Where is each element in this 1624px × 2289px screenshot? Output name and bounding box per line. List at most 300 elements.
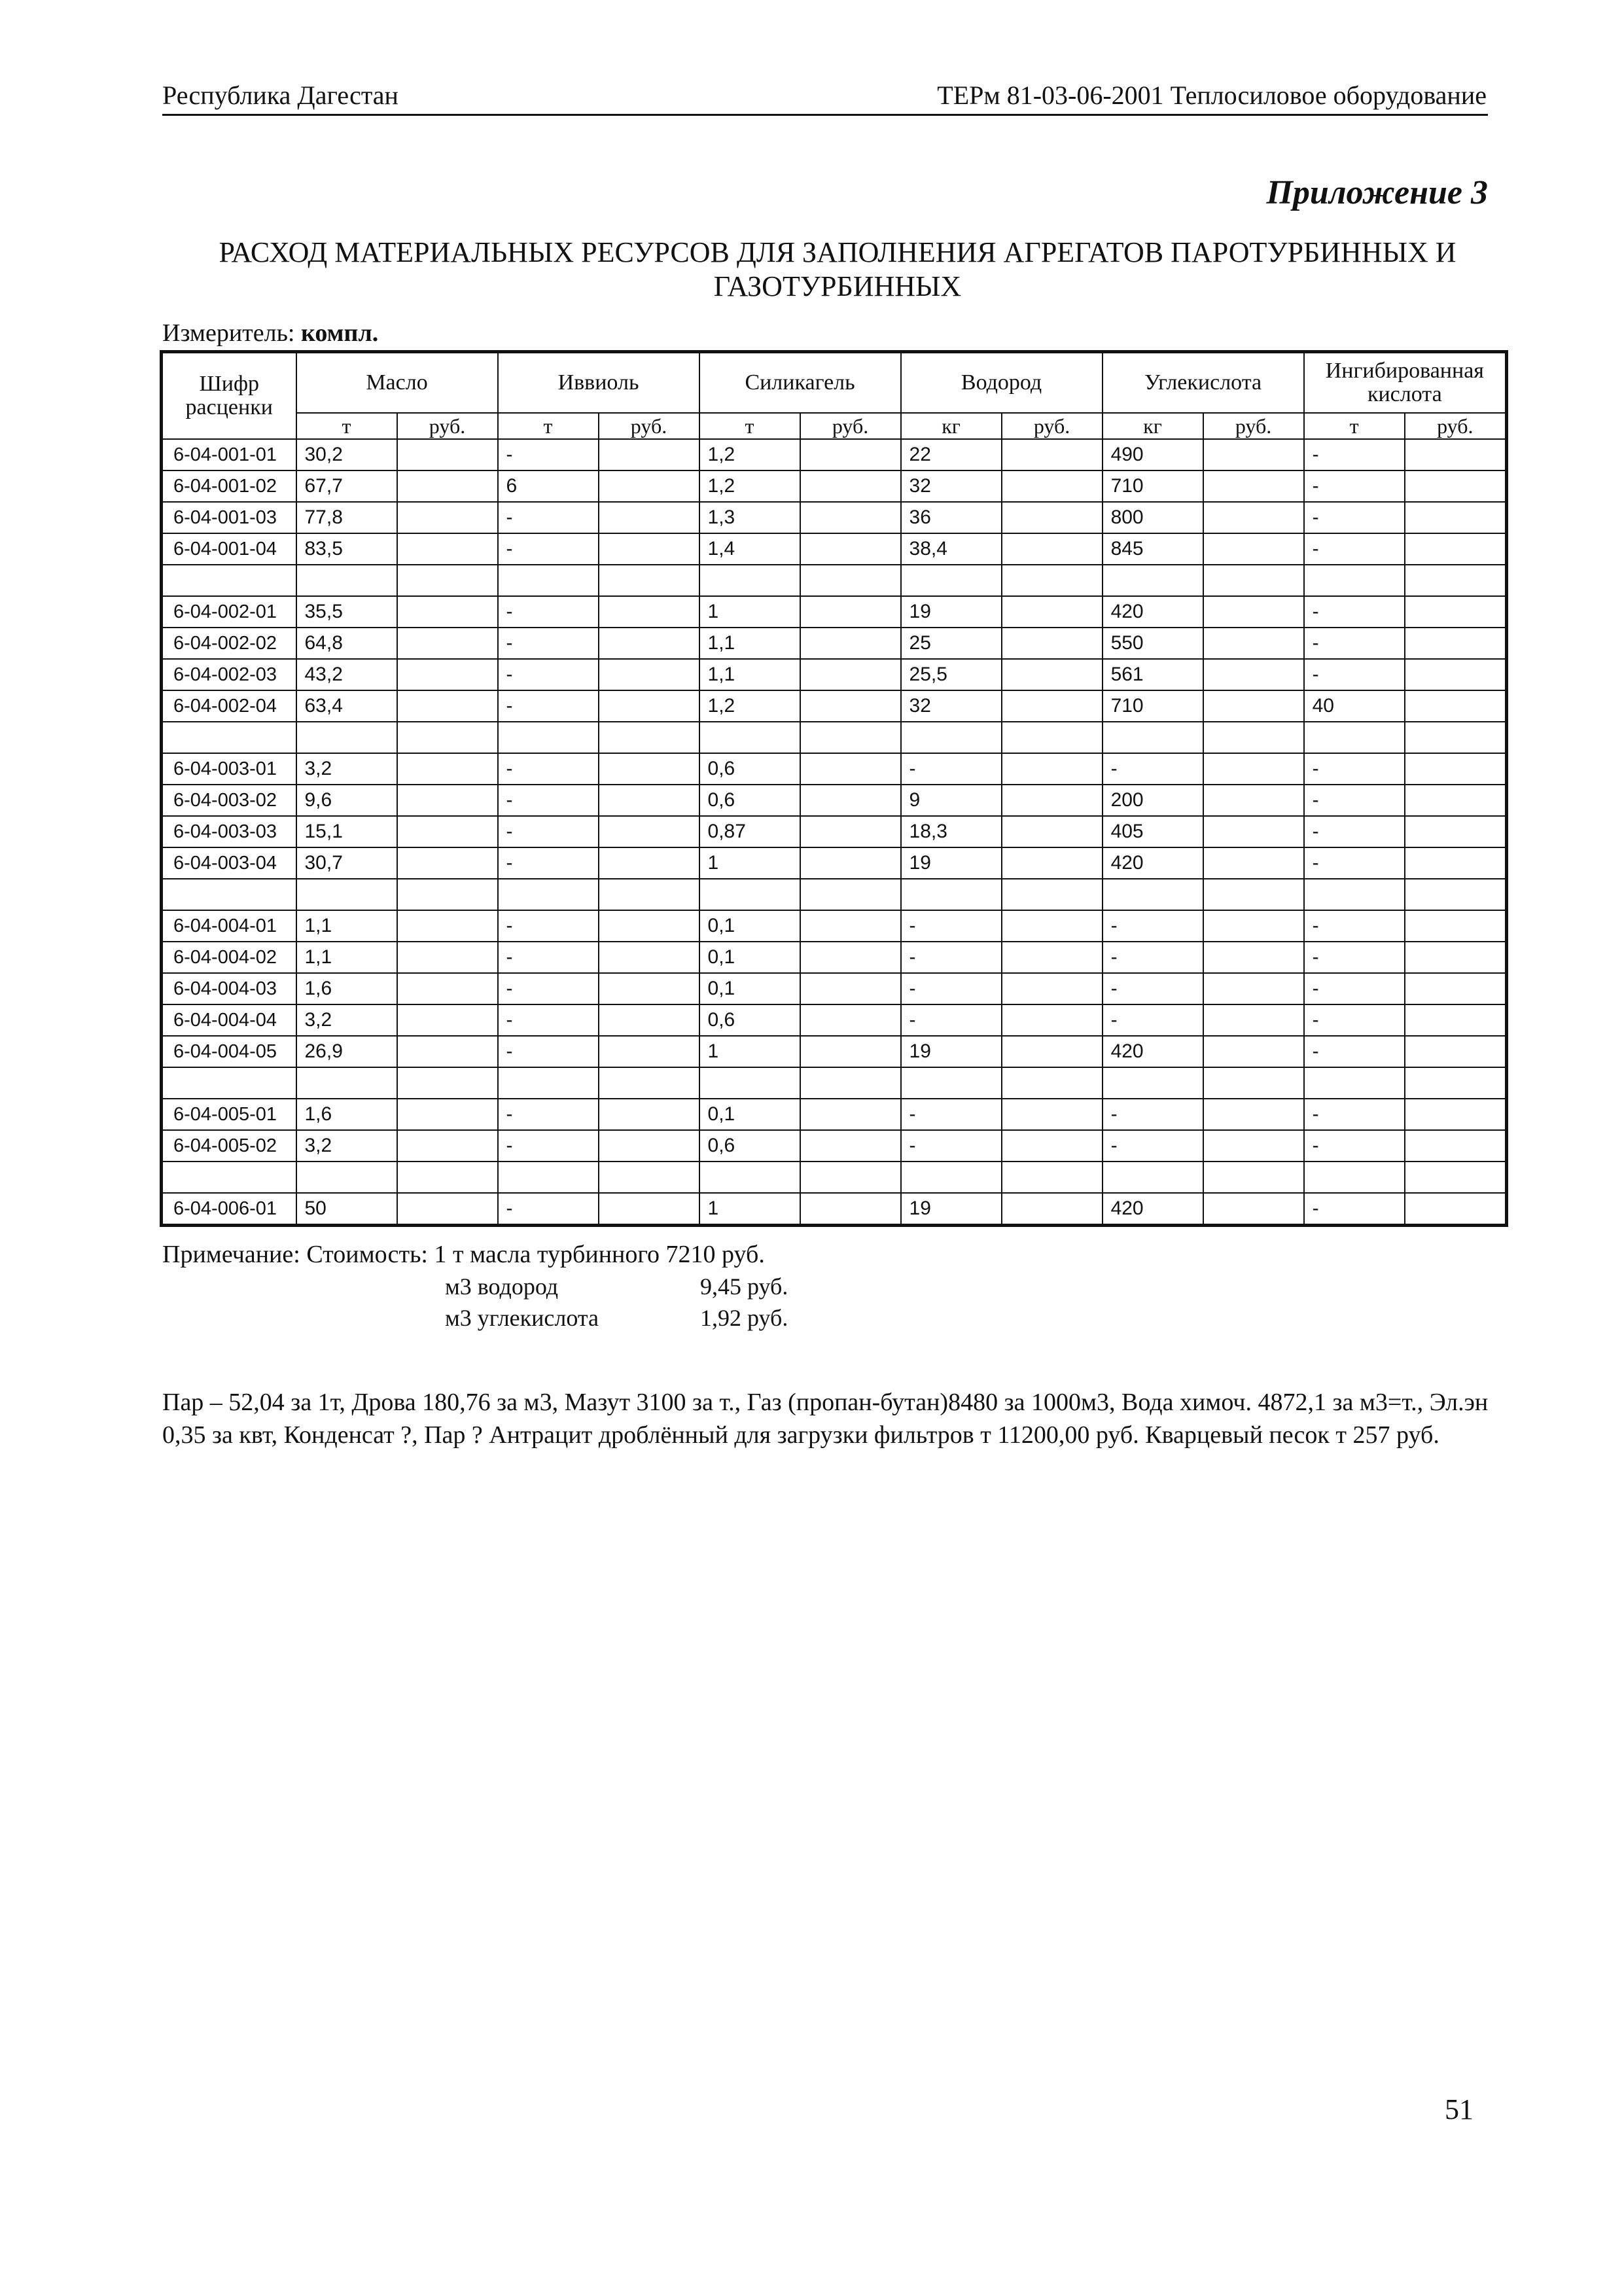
value-cell: 1,2 (699, 470, 800, 502)
value-cell (599, 1036, 699, 1067)
value-cell (1002, 628, 1103, 659)
value-cell: - (498, 816, 599, 847)
value-cell (1002, 1193, 1103, 1226)
value-cell: 1 (699, 847, 800, 879)
value-cell: 19 (901, 596, 1002, 628)
value-cell (599, 973, 699, 1004)
value-cell: 25,5 (901, 659, 1002, 690)
value-cell (1203, 722, 1304, 753)
note-hydrogen-label: м3 водород (445, 1273, 559, 1300)
value-cell (1002, 533, 1103, 565)
value-cell (1203, 1130, 1304, 1162)
value-cell (800, 1067, 901, 1099)
value-cell (397, 816, 498, 847)
rate-code-cell: 6-04-004-04 (162, 1004, 296, 1036)
value-cell (800, 1130, 901, 1162)
value-cell: - (901, 942, 1002, 973)
value-cell (397, 690, 498, 722)
value-cell (800, 785, 901, 816)
value-cell: - (901, 910, 1002, 942)
header-document-title: ТЕРм 81-03-06-2001 Теплосиловое оборудование (937, 80, 1487, 110)
value-cell (296, 722, 397, 753)
value-cell (699, 1162, 800, 1193)
value-cell (1405, 439, 1507, 470)
value-cell (599, 659, 699, 690)
subheader-cell: руб. (1002, 413, 1103, 439)
rate-code-cell: 6-04-001-02 (162, 470, 296, 502)
value-cell: 405 (1103, 816, 1203, 847)
unit-label: Измеритель: (162, 319, 295, 347)
table-row (162, 847, 1507, 879)
value-cell: 19 (901, 1036, 1002, 1067)
table-row (162, 1099, 1507, 1130)
value-cell (800, 1193, 901, 1226)
table-row (162, 910, 1507, 942)
value-cell (1405, 847, 1507, 879)
value-cell: 1 (699, 1193, 800, 1226)
value-cell: - (1103, 1099, 1203, 1130)
value-cell: 32 (901, 690, 1002, 722)
value-cell: - (498, 942, 599, 973)
value-cell: - (498, 439, 599, 470)
value-cell: - (1304, 973, 1405, 1004)
value-cell: 36 (901, 502, 1002, 533)
value-cell (1203, 1036, 1304, 1067)
value-cell (800, 690, 901, 722)
value-cell: 50 (296, 1193, 397, 1226)
rate-code-cell: 6-04-003-03 (162, 816, 296, 847)
value-cell (599, 910, 699, 942)
value-cell (1203, 502, 1304, 533)
value-cell (599, 596, 699, 628)
value-cell (1203, 1099, 1304, 1130)
value-cell (1405, 753, 1507, 785)
value-cell: 9 (901, 785, 1002, 816)
note-co2-value: 1,92 руб. (700, 1305, 788, 1331)
value-cell (1405, 596, 1507, 628)
value-cell (1203, 1004, 1304, 1036)
value-cell (397, 910, 498, 942)
code-header: Шифр расценки (162, 352, 296, 440)
value-cell: 1,1 (296, 942, 397, 973)
rate-code-cell: 6-04-005-01 (162, 1099, 296, 1130)
value-cell (1405, 533, 1507, 565)
value-cell: 1 (699, 596, 800, 628)
value-cell: 0,6 (699, 785, 800, 816)
value-cell (599, 1004, 699, 1036)
value-cell (800, 973, 901, 1004)
rate-code-cell: 6-04-003-02 (162, 785, 296, 816)
value-cell (599, 1099, 699, 1130)
value-cell: 420 (1103, 847, 1203, 879)
value-cell (1405, 879, 1507, 910)
subheader-row (162, 413, 1507, 439)
value-cell (1405, 690, 1507, 722)
rate-code-cell: 6-04-004-03 (162, 973, 296, 1004)
value-cell: - (1103, 753, 1203, 785)
value-cell (599, 785, 699, 816)
value-cell: 490 (1103, 439, 1203, 470)
value-cell (599, 690, 699, 722)
value-cell: - (498, 628, 599, 659)
rate-code-cell: 6-04-003-01 (162, 753, 296, 785)
value-cell: - (1103, 1004, 1203, 1036)
value-cell: 1,3 (699, 502, 800, 533)
value-cell (296, 879, 397, 910)
value-cell (599, 533, 699, 565)
value-cell: - (498, 533, 599, 565)
value-cell: - (1304, 1130, 1405, 1162)
rate-code-cell: 6-04-004-02 (162, 942, 296, 973)
value-cell: 19 (901, 1193, 1002, 1226)
value-cell (800, 596, 901, 628)
value-cell: 43,2 (296, 659, 397, 690)
value-cell: - (1304, 439, 1405, 470)
value-cell: - (498, 910, 599, 942)
value-cell (1002, 502, 1103, 533)
subheader-cell: т (1304, 413, 1405, 439)
rate-code-cell (162, 722, 296, 753)
value-cell (1203, 628, 1304, 659)
value-cell: 0,6 (699, 1130, 800, 1162)
value-cell (800, 470, 901, 502)
note-co2-label: м3 углекислота (445, 1305, 599, 1331)
value-cell (1405, 1004, 1507, 1036)
value-cell: 1,1 (296, 910, 397, 942)
value-cell (397, 1099, 498, 1130)
value-cell (397, 1067, 498, 1099)
value-cell: 0,6 (699, 1004, 800, 1036)
value-cell (901, 565, 1002, 596)
value-cell: 19 (901, 847, 1002, 879)
value-cell (1405, 1036, 1507, 1067)
value-cell: 18,3 (901, 816, 1002, 847)
value-cell: 420 (1103, 1193, 1203, 1226)
value-cell: - (498, 690, 599, 722)
value-cell (901, 1067, 1002, 1099)
value-cell (699, 1067, 800, 1099)
resource-table (160, 350, 1508, 1227)
value-cell (901, 879, 1002, 910)
value-cell: 22 (901, 439, 1002, 470)
value-cell: - (1304, 847, 1405, 879)
value-cell (800, 753, 901, 785)
rate-code-cell (162, 1067, 296, 1099)
value-cell (1405, 628, 1507, 659)
value-cell (1002, 565, 1103, 596)
value-cell: - (1304, 659, 1405, 690)
value-cell: 0,1 (699, 942, 800, 973)
value-cell: - (1304, 753, 1405, 785)
value-cell: 1,6 (296, 973, 397, 1004)
table-row (162, 973, 1507, 1004)
value-cell: 67,7 (296, 470, 397, 502)
table-row (162, 439, 1507, 470)
value-cell: 710 (1103, 470, 1203, 502)
table-row (162, 1130, 1507, 1162)
value-cell: 1,2 (699, 690, 800, 722)
value-cell (800, 722, 901, 753)
group-header: Иввиоль (498, 352, 699, 414)
value-cell: - (1304, 1099, 1405, 1130)
value-cell: 420 (1103, 596, 1203, 628)
value-cell (397, 659, 498, 690)
value-cell (1203, 816, 1304, 847)
value-cell (1405, 816, 1507, 847)
value-cell (1203, 847, 1304, 879)
value-cell: - (1103, 910, 1203, 942)
value-cell: 800 (1103, 502, 1203, 533)
rate-code-cell: 6-04-001-01 (162, 439, 296, 470)
value-cell (599, 879, 699, 910)
value-cell (1002, 847, 1103, 879)
value-cell (397, 753, 498, 785)
value-cell: - (1304, 785, 1405, 816)
spacer-row (162, 565, 1507, 596)
value-cell (800, 910, 901, 942)
value-cell: 3,2 (296, 753, 397, 785)
value-cell: - (1304, 533, 1405, 565)
value-cell (699, 722, 800, 753)
value-cell (1405, 973, 1507, 1004)
value-cell (397, 1162, 498, 1193)
value-cell (800, 1162, 901, 1193)
value-cell (1304, 1067, 1405, 1099)
value-cell: 64,8 (296, 628, 397, 659)
value-cell (1405, 1162, 1507, 1193)
value-cell (699, 565, 800, 596)
table-row (162, 1036, 1507, 1067)
rate-code-cell: 6-04-003-04 (162, 847, 296, 879)
value-cell (1405, 942, 1507, 973)
spacer-row (162, 1162, 1507, 1193)
value-cell (397, 565, 498, 596)
value-cell: - (498, 1004, 599, 1036)
table-row (162, 628, 1507, 659)
rate-code-cell: 6-04-002-03 (162, 659, 296, 690)
value-cell: - (498, 596, 599, 628)
value-cell (599, 502, 699, 533)
value-cell (1002, 910, 1103, 942)
value-cell (1002, 973, 1103, 1004)
group-header: Водород (901, 352, 1103, 414)
rate-code-cell: 6-04-005-02 (162, 1130, 296, 1162)
value-cell (1002, 942, 1103, 973)
value-cell (599, 847, 699, 879)
value-cell (599, 439, 699, 470)
value-cell: - (498, 973, 599, 1004)
value-cell (599, 1130, 699, 1162)
value-cell: - (901, 753, 1002, 785)
value-cell: 83,5 (296, 533, 397, 565)
value-cell (296, 1162, 397, 1193)
value-cell: 38,4 (901, 533, 1002, 565)
value-cell (599, 628, 699, 659)
value-cell (1405, 659, 1507, 690)
value-cell (800, 565, 901, 596)
value-cell (1002, 1099, 1103, 1130)
value-cell (1203, 910, 1304, 942)
value-cell: - (901, 1130, 1002, 1162)
group-header: Масло (296, 352, 498, 414)
value-cell (498, 1162, 599, 1193)
value-cell (599, 753, 699, 785)
value-cell (800, 1004, 901, 1036)
value-cell (1002, 470, 1103, 502)
value-cell (1002, 659, 1103, 690)
value-cell: - (498, 1036, 599, 1067)
value-cell (1002, 753, 1103, 785)
value-cell: 1,6 (296, 1099, 397, 1130)
unit-value: компл. (301, 319, 379, 347)
value-cell (1405, 722, 1507, 753)
value-cell: - (1304, 470, 1405, 502)
subheader-cell: кг (901, 413, 1002, 439)
value-cell (1103, 722, 1203, 753)
value-cell: 1,1 (699, 659, 800, 690)
group-header: Ингибированная кислота (1304, 352, 1507, 414)
value-cell (1203, 690, 1304, 722)
value-cell: 30,7 (296, 847, 397, 879)
value-cell (1002, 722, 1103, 753)
subheader-cell: руб. (397, 413, 498, 439)
value-cell (800, 879, 901, 910)
value-cell (397, 879, 498, 910)
value-cell: 0,6 (699, 753, 800, 785)
value-cell (1203, 565, 1304, 596)
rate-code-cell: 6-04-006-01 (162, 1193, 296, 1226)
value-cell (397, 1004, 498, 1036)
rate-code-cell: 6-04-004-01 (162, 910, 296, 942)
value-cell (1002, 879, 1103, 910)
value-cell: 1,2 (699, 439, 800, 470)
value-cell (1002, 596, 1103, 628)
rate-code-cell: 6-04-001-03 (162, 502, 296, 533)
value-cell (1203, 1193, 1304, 1226)
value-cell: 200 (1103, 785, 1203, 816)
rate-code-cell (162, 879, 296, 910)
value-cell (599, 722, 699, 753)
spacer-row (162, 879, 1507, 910)
value-cell (1405, 565, 1507, 596)
value-cell (1405, 502, 1507, 533)
value-cell: 561 (1103, 659, 1203, 690)
table-row (162, 533, 1507, 565)
subheader-cell: кг (1103, 413, 1203, 439)
table-row (162, 785, 1507, 816)
value-cell: - (498, 1130, 599, 1162)
table-row (162, 690, 1507, 722)
value-cell (599, 470, 699, 502)
rate-code-cell: 6-04-002-02 (162, 628, 296, 659)
table-row (162, 596, 1507, 628)
value-cell (1103, 879, 1203, 910)
value-cell (1405, 785, 1507, 816)
value-cell: - (1304, 910, 1405, 942)
value-cell (397, 847, 498, 879)
value-cell (1203, 942, 1304, 973)
value-cell: - (498, 785, 599, 816)
rate-code-cell: 6-04-002-01 (162, 596, 296, 628)
rate-code-cell: 6-04-002-04 (162, 690, 296, 722)
value-cell: 0,1 (699, 910, 800, 942)
subheader-cell: руб. (800, 413, 901, 439)
value-cell (699, 879, 800, 910)
page-title: РАСХОД МАТЕРИАЛЬНЫХ РЕСУРСОВ ДЛЯ ЗАПОЛНЕНИЯ АГРЕГАТОВ ПАРОТУРБИННЫХ И ГАЗОТУРБИННЫХ (219, 236, 1456, 302)
value-cell: - (1103, 973, 1203, 1004)
value-cell (1103, 1162, 1203, 1193)
subheader-cell: т (296, 413, 397, 439)
table-body (162, 439, 1507, 1226)
value-cell (296, 1067, 397, 1099)
value-cell (397, 470, 498, 502)
value-cell: - (1304, 596, 1405, 628)
note-hydrogen-value: 9,45 руб. (700, 1273, 788, 1300)
value-cell (397, 1193, 498, 1226)
value-cell (397, 1036, 498, 1067)
value-cell: - (498, 659, 599, 690)
value-cell (498, 722, 599, 753)
value-cell (599, 1067, 699, 1099)
value-cell: - (1304, 1036, 1405, 1067)
subheader-cell: руб. (1203, 413, 1304, 439)
table-row (162, 1193, 1507, 1226)
value-cell (397, 785, 498, 816)
value-cell (1405, 910, 1507, 942)
value-cell: 420 (1103, 1036, 1203, 1067)
value-cell (296, 565, 397, 596)
value-cell: - (1304, 1193, 1405, 1226)
value-cell: 15,1 (296, 816, 397, 847)
value-cell: 550 (1103, 628, 1203, 659)
table-row (162, 470, 1507, 502)
value-cell: - (1304, 1004, 1405, 1036)
value-cell (800, 942, 901, 973)
value-cell (1002, 1067, 1103, 1099)
value-cell (1405, 1067, 1507, 1099)
value-cell: - (498, 847, 599, 879)
value-cell: 3,2 (296, 1004, 397, 1036)
value-cell: 77,8 (296, 502, 397, 533)
value-cell (800, 502, 901, 533)
group-header: Силикагель (699, 352, 901, 414)
value-cell (397, 596, 498, 628)
value-cell (1203, 470, 1304, 502)
value-cell: 30,2 (296, 439, 397, 470)
value-cell: 6 (498, 470, 599, 502)
value-cell: 35,5 (296, 596, 397, 628)
table-row (162, 942, 1507, 973)
value-cell (599, 1162, 699, 1193)
value-cell: - (901, 1099, 1002, 1130)
value-cell (800, 847, 901, 879)
value-cell (1405, 1193, 1507, 1226)
value-cell: - (901, 1004, 1002, 1036)
value-cell (1203, 785, 1304, 816)
value-cell (1103, 1067, 1203, 1099)
value-cell: 1,4 (699, 533, 800, 565)
value-cell (800, 816, 901, 847)
value-cell (1405, 1099, 1507, 1130)
value-cell: - (1304, 628, 1405, 659)
table-row (162, 816, 1507, 847)
table-row (162, 502, 1507, 533)
unit-line (162, 319, 378, 347)
value-cell (1002, 439, 1103, 470)
value-cell (498, 565, 599, 596)
value-cell: - (498, 753, 599, 785)
value-cell: - (1304, 942, 1405, 973)
